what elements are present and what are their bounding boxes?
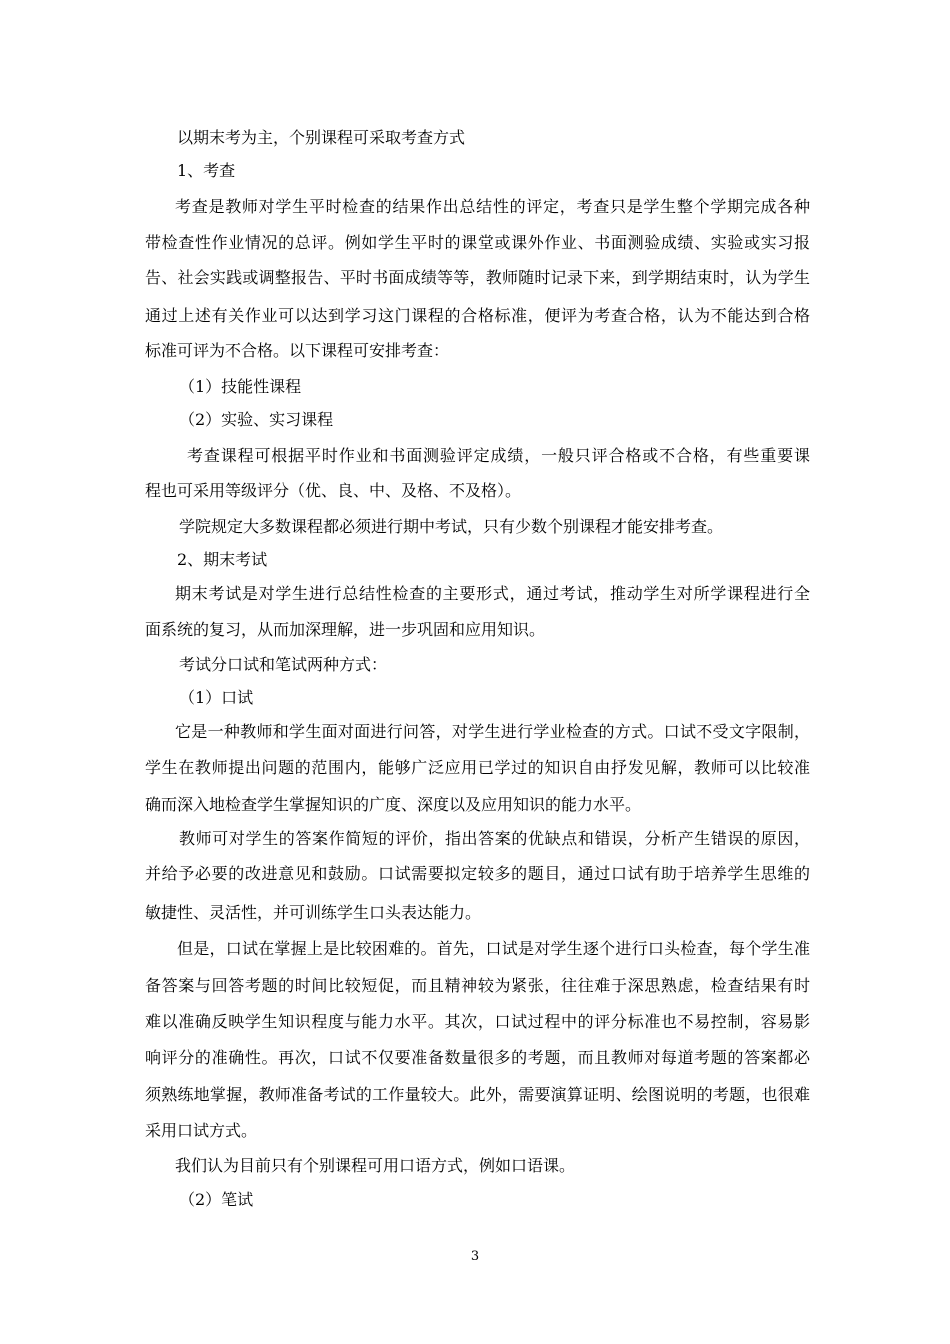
paragraph-line: 它是一种教师和学生面对面进行问答，对学生进行学业检查的方式。口试不受文字限制， (175, 722, 810, 741)
paragraph-line: 考查课程可根据平时作业和书面测验评定成绩，一般只评合格或不合格，有些重要课 (187, 446, 810, 465)
paragraph-line: 确而深入地检查学生掌握知识的广度、深度以及应用知识的能力水平。 (145, 795, 642, 814)
paragraph-line: 我们认为目前只有个别课程可用口语方式，例如口语课。 (175, 1156, 576, 1175)
list-item: （2）笔试 (179, 1190, 254, 1209)
text-line: 以期末考为主，个别课程可采取考查方式 (177, 128, 466, 147)
paragraph-line: 学院规定大多数课程都必须进行期中考试，只有少数个别课程才能安排考查。 (179, 517, 724, 536)
paragraph-line: 并给予必要的改进意见和鼓励。口试需要拟定较多的题目，通过口试有助于培养学生思维的 (145, 864, 810, 883)
paragraph-line: 响评分的准确性。再次，口试不仅要准备数量很多的考题，而且教师对每道考题的答案都必 (145, 1048, 810, 1067)
paragraph-line: 备答案与回答考题的时间比较短促，而且精神较为紧张，往往难于深思熟虑，检查结果有时 (145, 976, 810, 995)
paragraph-line: 程也可采用等级评分（优、良、中、及格、不及格）。 (145, 481, 522, 500)
list-item: （1）口试 (179, 688, 254, 707)
paragraph-line: 考查是教师对学生平时检查的结果作出总结性的评定，考查只是学生整个学期完成各种 (175, 197, 810, 216)
paragraph-line: 难以准确反映学生知识程度与能力水平。其次，口试过程中的评分标准也不易控制，容易影 (145, 1012, 810, 1031)
list-item: （1）技能性课程 (179, 377, 302, 396)
paragraph-line: 标准可评为不合格。以下课程可安排考查： (145, 341, 450, 360)
paragraph-line: 考试分口试和笔试两种方式： (179, 655, 388, 674)
paragraph-line: 采用口试方式。 (145, 1121, 258, 1140)
paragraph-line: 带检查性作业情况的总评。例如学生平时的课堂或课外作业、书面测验成绩、实验或实习报 (145, 233, 810, 252)
paragraph-line: 但是，口试在掌握上是比较困难的。首先，口试是对学生逐个进行口头检查，每个学生准 (177, 939, 810, 958)
paragraph-line: 通过上述有关作业可以达到学习这门课程的合格标准，便评为考查合格，认为不能达到合格 (145, 306, 810, 325)
page-number: 3 (470, 1249, 480, 1264)
paragraph-line: 教师可对学生的答案作简短的评价，指出答案的优缺点和错误，分析产生错误的原因， (179, 829, 810, 848)
section-heading: 1、考查 (177, 161, 236, 180)
paragraph-line: 学生在教师提出问题的范围内，能够广泛应用已学过的知识自由抒发见解，教师可以比较准 (145, 758, 810, 777)
paragraph-line: 敏捷性、灵活性，并可训练学生口头表达能力。 (145, 903, 482, 922)
list-item: （2）实验、实习课程 (179, 410, 334, 429)
paragraph-line: 期末考试是对学生进行总结性检查的主要形式，通过考试，推动学生对所学课程进行全 (175, 584, 810, 603)
section-heading: 2、期末考试 (177, 550, 268, 569)
paragraph-line: 面系统的复习，从而加深理解，进一步巩固和应用知识。 (145, 620, 546, 639)
paragraph-line: 须熟练地掌握，教师准备考试的工作量较大。此外，需要演算证明、绘图说明的考题，也很难 (145, 1085, 810, 1104)
paragraph-line: 告、社会实践或调整报告、平时书面成绩等等，教师随时记录下来，到学期结束时，认为学生 (145, 268, 810, 287)
